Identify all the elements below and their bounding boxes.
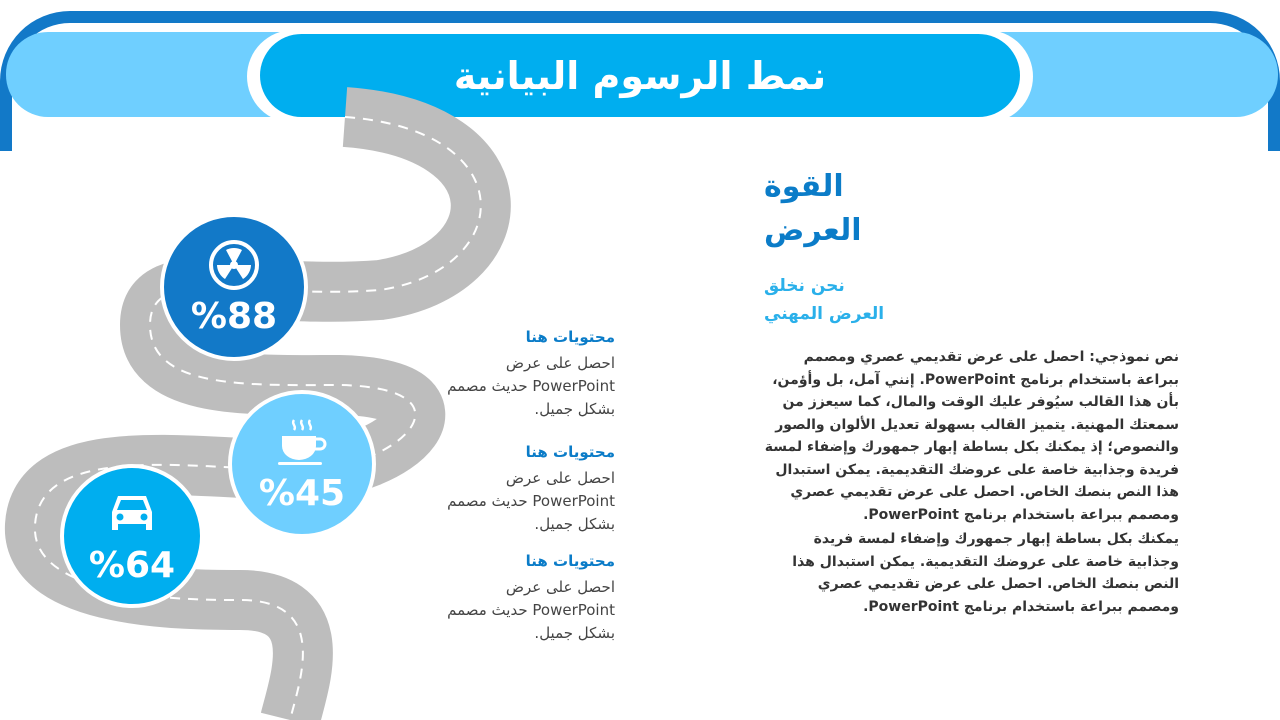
- content-item-heading: محتويات هنا: [525, 328, 615, 346]
- body-paragraph-1: نص نموذجي: احصل على عرض تقديمي عصري ومصمم ببراعة باستخدام برنامج PowerPoint. إنني آمل، بل وأؤمن، بأن هذا القالب سيُوفر عليك الوقت والمال، كما سيعزز من سمعتك المهنية. يتميز القالب بسهولة تعديل الألوان والصور والنصوص؛ إذ يمكنك بكل بساطة إبهار جمهورك وإضفاء لمسة فريدة وجذابية خاصة على عروضك التقديمية. يمكن استبدال هذا النص بنصك الخاص. احصل على عرض تقديمي عصري ومصمم ببراعة باستخدام برنامج PowerPoint.: [764, 349, 1179, 523]
- content-item-2: [425, 443, 615, 536]
- content-item-3: [425, 552, 615, 645]
- body-paragraph-2: يمكنك بكل بساطة إبهار جمهورك وإضفاء لمسة فريدة وجذابية خاصة على عروضك التقديمية. يمكن استبدال هذا النص بنصك الخاص. احصل على عرض تقديمي عصري ومصمم ببراعة باستخدام برنامج PowerPoint.: [792, 531, 1179, 615]
- coffee-cup-icon: [276, 416, 328, 468]
- section-subheading-line-2: العرض المهني: [764, 304, 885, 324]
- car-icon: [106, 488, 158, 540]
- section-heading: [764, 165, 862, 253]
- content-item-body: احصل على عرض PowerPoint حديث مصمم بشكل جميل.: [447, 578, 615, 642]
- stat-value-2: %45: [258, 473, 346, 514]
- stat-circle-1: [160, 213, 308, 361]
- stat-value-3: %64: [88, 545, 176, 586]
- section-heading-line-1: القوة: [764, 169, 844, 204]
- radiation-icon: [208, 239, 260, 291]
- stat-circle-3: [60, 464, 204, 608]
- section-subheading-line-1: نحن نخلق: [764, 276, 845, 296]
- section-heading-line-2: العرض: [764, 213, 862, 248]
- content-item-heading: محتويات هنا: [525, 443, 615, 461]
- content-item-body: احصل على عرض PowerPoint حديث مصمم بشكل جميل.: [447, 354, 615, 418]
- content-item-heading: محتويات هنا: [525, 552, 615, 570]
- stat-value-1: %88: [190, 296, 278, 337]
- content-item-body: احصل على عرض PowerPoint حديث مصمم بشكل جميل.: [447, 469, 615, 533]
- stat-circle-2: [228, 390, 376, 538]
- content-item-1: [425, 328, 615, 421]
- body-text: [764, 346, 1179, 618]
- page-title: نمط الرسوم البيانية: [453, 53, 827, 98]
- section-subheading: [764, 272, 884, 328]
